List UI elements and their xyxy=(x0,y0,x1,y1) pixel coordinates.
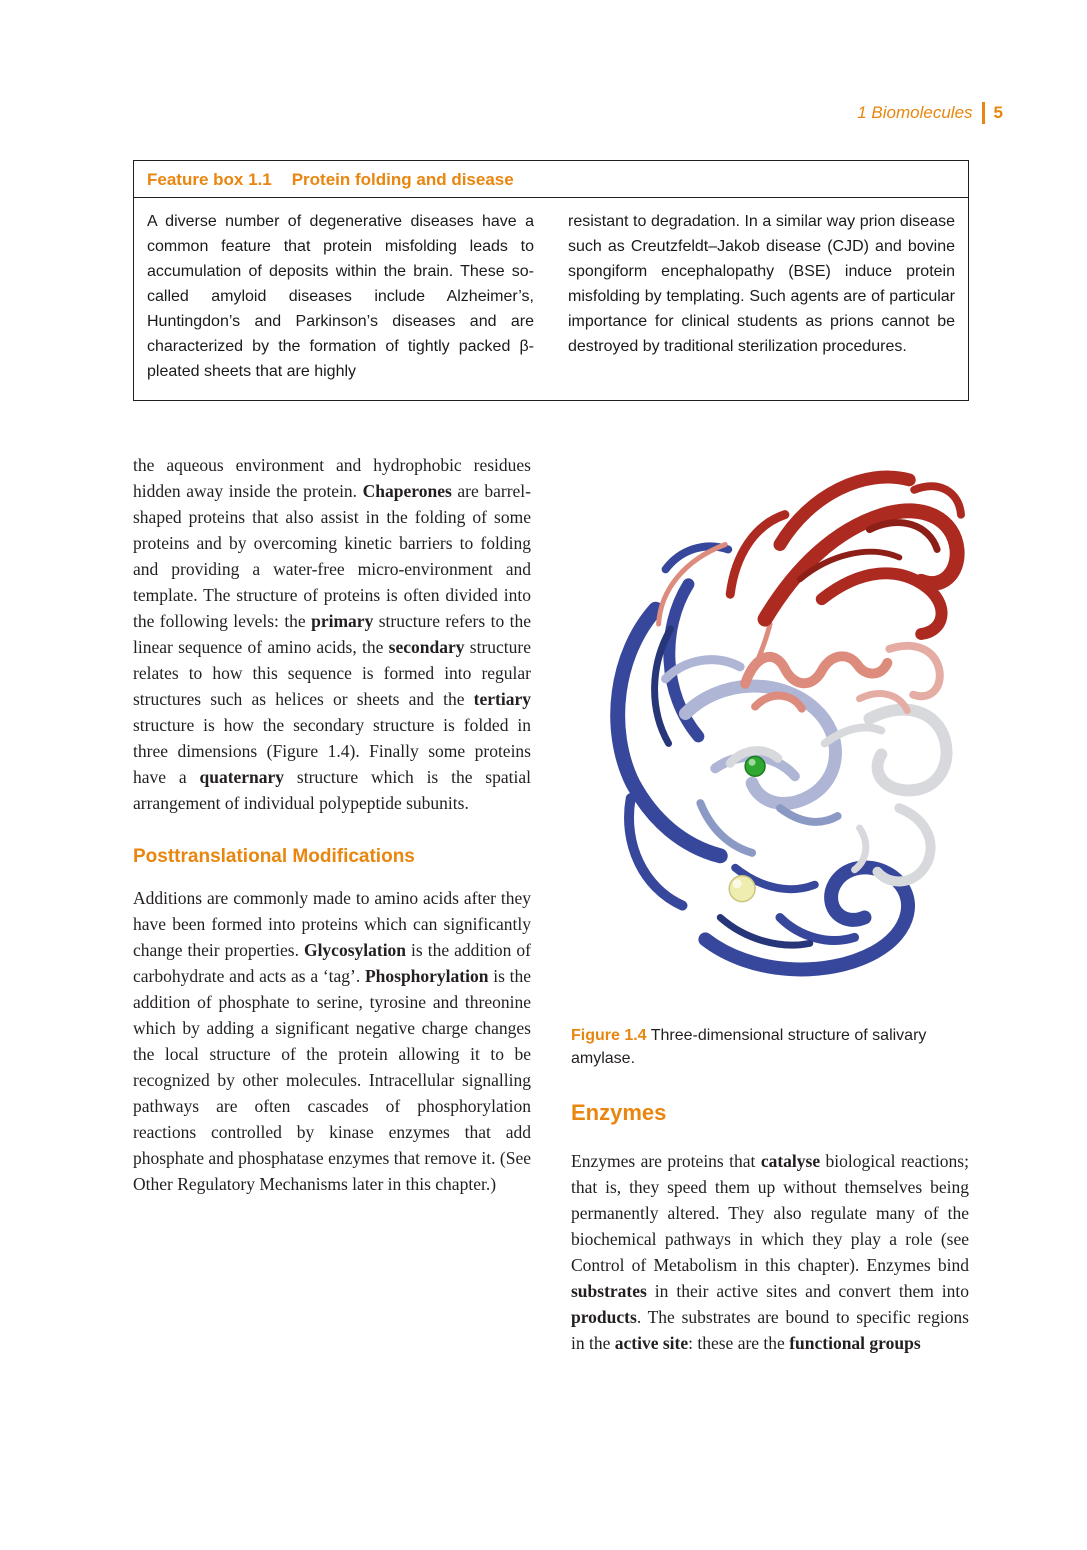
section-heading-enzymes: Enzymes xyxy=(571,1100,667,1125)
main-content xyxy=(133,452,969,1356)
figure-caption: Figure 1.4 Three-dimensional structure of salivary amylase. xyxy=(571,1027,927,1067)
right-column xyxy=(571,452,969,1356)
protein-ribbon-svg xyxy=(571,450,969,1012)
page-header xyxy=(857,102,1003,124)
paragraph-posttranslational: Additions are commonly made to amino acids after they have been formed into proteins which can significantly change their properties. Glycosylation is the addition of carbohydrate and acts as a ‘tag’. Phosphorylation is the addition of phosphate to serine, tyrosine and threonine which by adding a significant negative charge changes the local structure of the protein allowing it to be recognized by other molecules. Intracellular signalling pathways are often cascades of phosphorylation reactions controlled by kinase enzymes that add phosphate and phosphatase enzymes that remove it. (See Other Regulatory Mechanisms later in this chapter.) xyxy=(133,888,531,1194)
paragraph-protein-structure: the aqueous environment and hydrophobic residues hidden away inside the protein. Chaperones are barrel-shaped proteins that also assist in the folding of some proteins and by overcoming kinetic barriers to folding and providing a water-free micro-environment and template. The structure of proteins is often divided into the following levels: the primary structure refers to the linear sequence of amino acids, the secondary structure relates to how this sequence is formed into regular structures such as helices or sheets and the tertiary structure is how the secondary structure is folded in three dimensions (Figure 1.4). Finally some proteins have a quaternary structure which is the spatial arrangement of individual polypeptide subunits. xyxy=(133,455,532,813)
page-number: 5 xyxy=(993,103,1003,122)
feature-box-body xyxy=(134,198,968,400)
feature-box-title: Protein folding and disease xyxy=(291,170,514,189)
chapter-label: 1 Biomolecules xyxy=(857,103,973,122)
paragraph-enzymes: Enzymes are proteins that catalyse biological reactions; that is, they speed them up without themselves being permanently altered. They also regulate many of the biochemical pathways in which they play a role (see Control of Metabolism in this chapter). Enzymes bind substrates in their active sites and convert them into products. The substrates are bound to specific regions in the active site: these are the functional groups xyxy=(571,1151,969,1353)
header-divider xyxy=(982,102,985,124)
section-heading-posttranslational: Posttranslational Modifications xyxy=(133,846,415,867)
feature-box-column-right: resistant to degradation. In a similar way prion disease such as Creutzfeldt–Jakob disease (CJD) and bovine spongiform encephalopathy (BSE) induce protein misfolding by templating. Such agents are of particular importance for clinical students as prions cannot be destroyed by traditional sterilization procedures. xyxy=(568,213,955,355)
figure-protein-structure xyxy=(571,450,969,1012)
green-ion-sphere xyxy=(745,756,765,776)
steel-blue-strands xyxy=(700,803,837,853)
feature-box-column-left: A diverse number of degenerative diseases have a common feature that protein misfolding leads to accumulation of deposits within the brain. These so-called amyloid diseases include Alzheimer’s, Huntingdon’s and Parkinson’s diseases and are characterized by the formation of tightly packed β-pleated sheets that are highly xyxy=(147,213,534,380)
feature-box xyxy=(133,160,969,401)
feature-box-label: Feature box 1.1 xyxy=(147,170,272,189)
left-column xyxy=(133,452,531,1356)
feature-box-title-row xyxy=(134,161,968,198)
yellow-ion-sphere xyxy=(729,876,755,902)
